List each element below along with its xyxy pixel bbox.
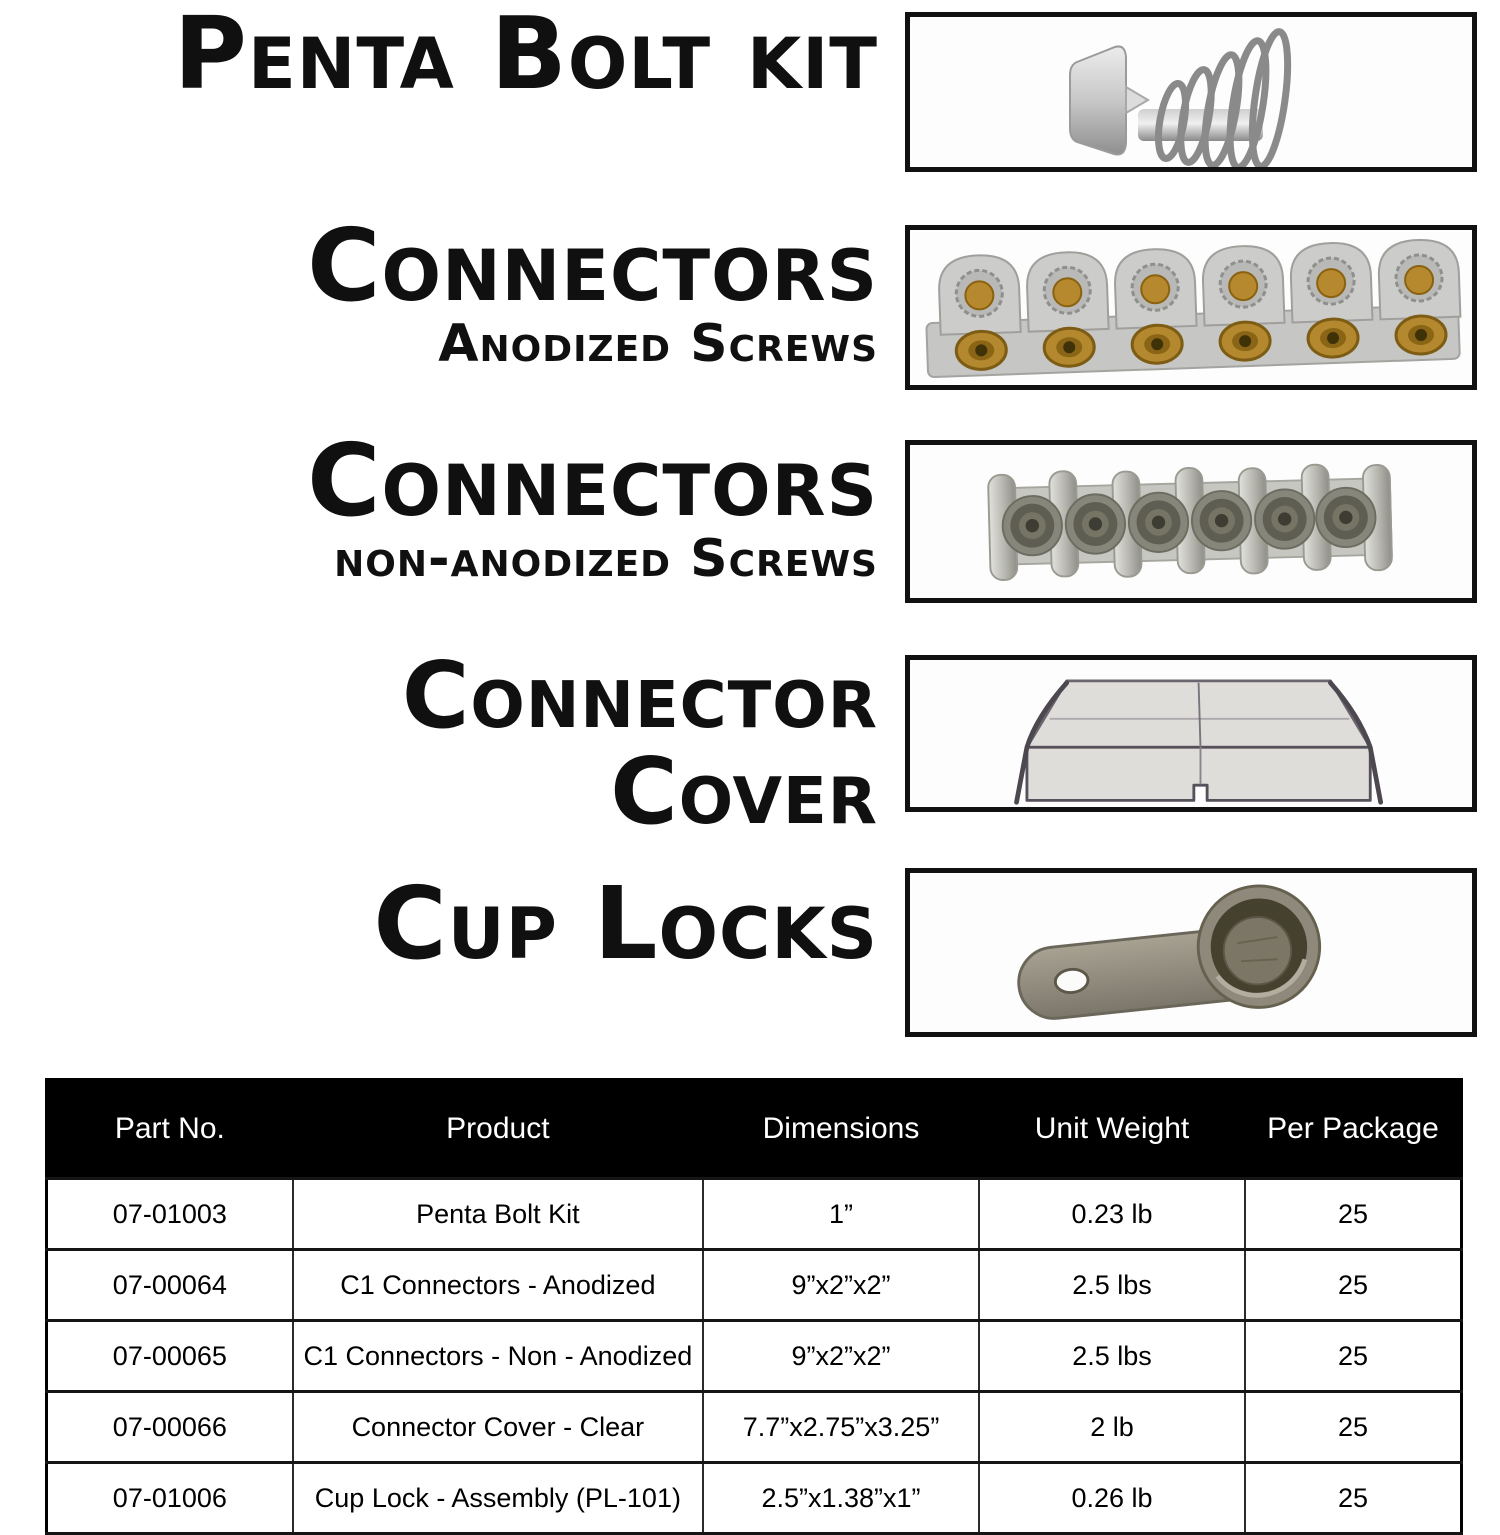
- table-row: [47, 1250, 1462, 1321]
- penta-bolt-kit-photo: [910, 17, 1472, 167]
- cell-unit-weight: 2 lb: [979, 1392, 1245, 1463]
- col-header-unit-weight: Unit Weight: [979, 1080, 1245, 1179]
- cell-product: C1 Connectors - Anodized: [293, 1250, 703, 1321]
- cup-locks-photo: [910, 873, 1472, 1032]
- section-title: Cup Locks: [373, 865, 878, 982]
- cell-per-package: 25: [1245, 1463, 1462, 1534]
- cup-locks-photo-frame: [905, 868, 1477, 1037]
- cell-per-package: 25: [1245, 1321, 1462, 1392]
- table-row: [47, 1321, 1462, 1392]
- col-header-dimensions: Dimensions: [703, 1080, 979, 1179]
- section-penta-bolt-kit-title: [0, 0, 878, 112]
- table-row: [47, 1463, 1462, 1534]
- section-subtitle: non-anodized Screws: [334, 529, 878, 589]
- parts-table: [45, 1078, 1463, 1535]
- penta-bolt-kit-photo-frame: [905, 12, 1477, 172]
- cell-dimensions: 9”x2”x2”: [703, 1250, 979, 1321]
- section-title: Connectors: [307, 207, 878, 324]
- cell-product: Connector Cover - Clear: [293, 1392, 703, 1463]
- cell-part-no: 07-00065: [47, 1321, 293, 1392]
- section-title-line2: Cover: [610, 737, 878, 845]
- col-header-part-no: Part No.: [47, 1080, 293, 1179]
- cell-unit-weight: 2.5 lbs: [979, 1250, 1245, 1321]
- section-connectors-anodized-title: [0, 207, 878, 374]
- cell-dimensions: 2.5”x1.38”x1”: [703, 1463, 979, 1534]
- cell-part-no: 07-00064: [47, 1250, 293, 1321]
- table-header-row: [47, 1080, 1462, 1179]
- section-connector-cover-title: [0, 642, 878, 845]
- section-title-line1: Connector: [401, 642, 878, 749]
- cell-part-no: 07-01003: [47, 1179, 293, 1250]
- table-row: [47, 1392, 1462, 1463]
- section-connectors-non-anodized-title: [0, 422, 878, 589]
- cell-product: Cup Lock - Assembly (PL-101): [293, 1463, 703, 1534]
- cell-dimensions: 1”: [703, 1179, 979, 1250]
- connectors-non-anodized-screws-photo: [910, 445, 1472, 598]
- page-title: Penta Bolt kit: [173, 0, 878, 112]
- section-subtitle: Anodized Screws: [438, 314, 878, 374]
- cell-per-package: 25: [1245, 1392, 1462, 1463]
- col-header-per-package: Per Package: [1245, 1080, 1462, 1179]
- cell-product: Penta Bolt Kit: [293, 1179, 703, 1250]
- connectors-anodized-photo-frame: [905, 225, 1477, 390]
- cell-product: C1 Connectors - Non - Anodized: [293, 1321, 703, 1392]
- cell-per-package: 25: [1245, 1250, 1462, 1321]
- cell-per-package: 25: [1245, 1179, 1462, 1250]
- table-row: [47, 1179, 1462, 1250]
- connector-cover-photo: [910, 660, 1472, 807]
- cell-part-no: 07-01006: [47, 1463, 293, 1534]
- connectors-anodized-screws-photo: [910, 230, 1472, 385]
- connector-cover-photo-frame: [905, 655, 1477, 812]
- cell-unit-weight: 2.5 lbs: [979, 1321, 1245, 1392]
- section-cup-locks-title: [0, 865, 878, 982]
- cell-part-no: 07-00066: [47, 1392, 293, 1463]
- cell-unit-weight: 0.23 lb: [979, 1179, 1245, 1250]
- cell-dimensions: 7.7”x2.75”x3.25”: [703, 1392, 979, 1463]
- cell-unit-weight: 0.26 lb: [979, 1463, 1245, 1534]
- col-header-product: Product: [293, 1080, 703, 1179]
- cell-dimensions: 9”x2”x2”: [703, 1321, 979, 1392]
- section-title: Connectors: [307, 422, 878, 539]
- connectors-non-anodized-photo-frame: [905, 440, 1477, 603]
